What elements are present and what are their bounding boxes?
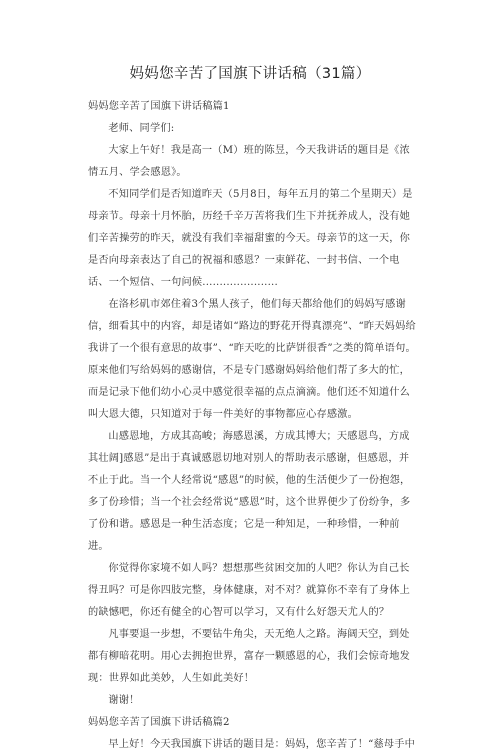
salutation: 老师、同学们: [108,123,175,134]
document-body [88,96,416,756]
paragraph: 在洛杉矶市郊住着3个黑人孩子，他们每天都给他们的妈妈写感谢信，细看其中的内容，却是诸如“路边的野花开得真漂亮”、“昨天妈妈给我讲了一个很有意思的故事”、“昨天吃的比萨饼很香”之类的简单语句。原来他们写给妈妈的感谢信，不是专门感谢妈妈给他们帮了多大的忙，而是记录下他们幼小心灵中感觉很幸福的点点滴滴。他们还不知道什么叫大恩大德，只知道对于每一件美好的事物都应心存感激。 [88,299,416,420]
paragraph: 不知同学们是否知道昨天（5月8日，每年五月的第二个星期天）是母亲节。母亲十月怀胎，历经千辛万苦将我们生下并抚养成人，没有她们辛苦操劳的昨天，就没有我们幸福甜蜜的今天。母亲节的这一天，你是否向母亲表达了自己的祝福和感恩？一束鲜花、一封书信、一个电话、一个短信、一句问候...................... [88,189,413,288]
document-title: 妈妈您辛苦了国旗下讲话稿（31篇） [129,66,371,82]
section-heading: 妈妈您辛苦了国旗下讲话稿篇2 [88,717,230,728]
paragraph: 凡事要退一步想，不要钻牛角尖，天无绝人之路。海阔天空，到处都有柳暗花明。用心去拥抱世界，富存一颗感恩的心，我们会惊奇地发现：世界如此美妙，人生如此美好！ [88,629,411,684]
paragraph: 山感恩地，方成其高峻；海感恩溪，方成其博大；天感恩鸟，方成其壮阔]感恩”是出于真诚感恩切地对别人的帮助表示感谢，但感恩，并不止于此。当一个人经常说“感恩”的时候，他的生活便少了一份抱怨，多了份珍惜；当一个社会经常说“感恩”时，这个世界便少了份纷争，多了份和谐。感恩是一种生活态度；它是一种知足，一种珍惜，一种前进。 [88,431,411,552]
closing: 谢谢！ [108,695,140,706]
paragraph: 你觉得你家境不如人吗？想想那些贫困交加的人吧？你认为自己长得丑吗？可是你四肢完整，身体健康，对不对？就算你不幸有了身体上的缺憾吧，你还有健全的心智可以学习，又有什么好怨天尤人的？ [88,563,411,618]
paragraph: 大家上午好！我是高一（M）班的陈昱，今天我讲话的题目是《浓情五月、学会感恩》。 [88,145,410,178]
section-heading: 妈妈您辛苦了国旗下讲话稿篇1 [88,101,230,112]
paragraph: 早上好！今天我国旗下讲话的题目是：妈妈，您辛苦了！“慈母手中 [108,739,416,750]
